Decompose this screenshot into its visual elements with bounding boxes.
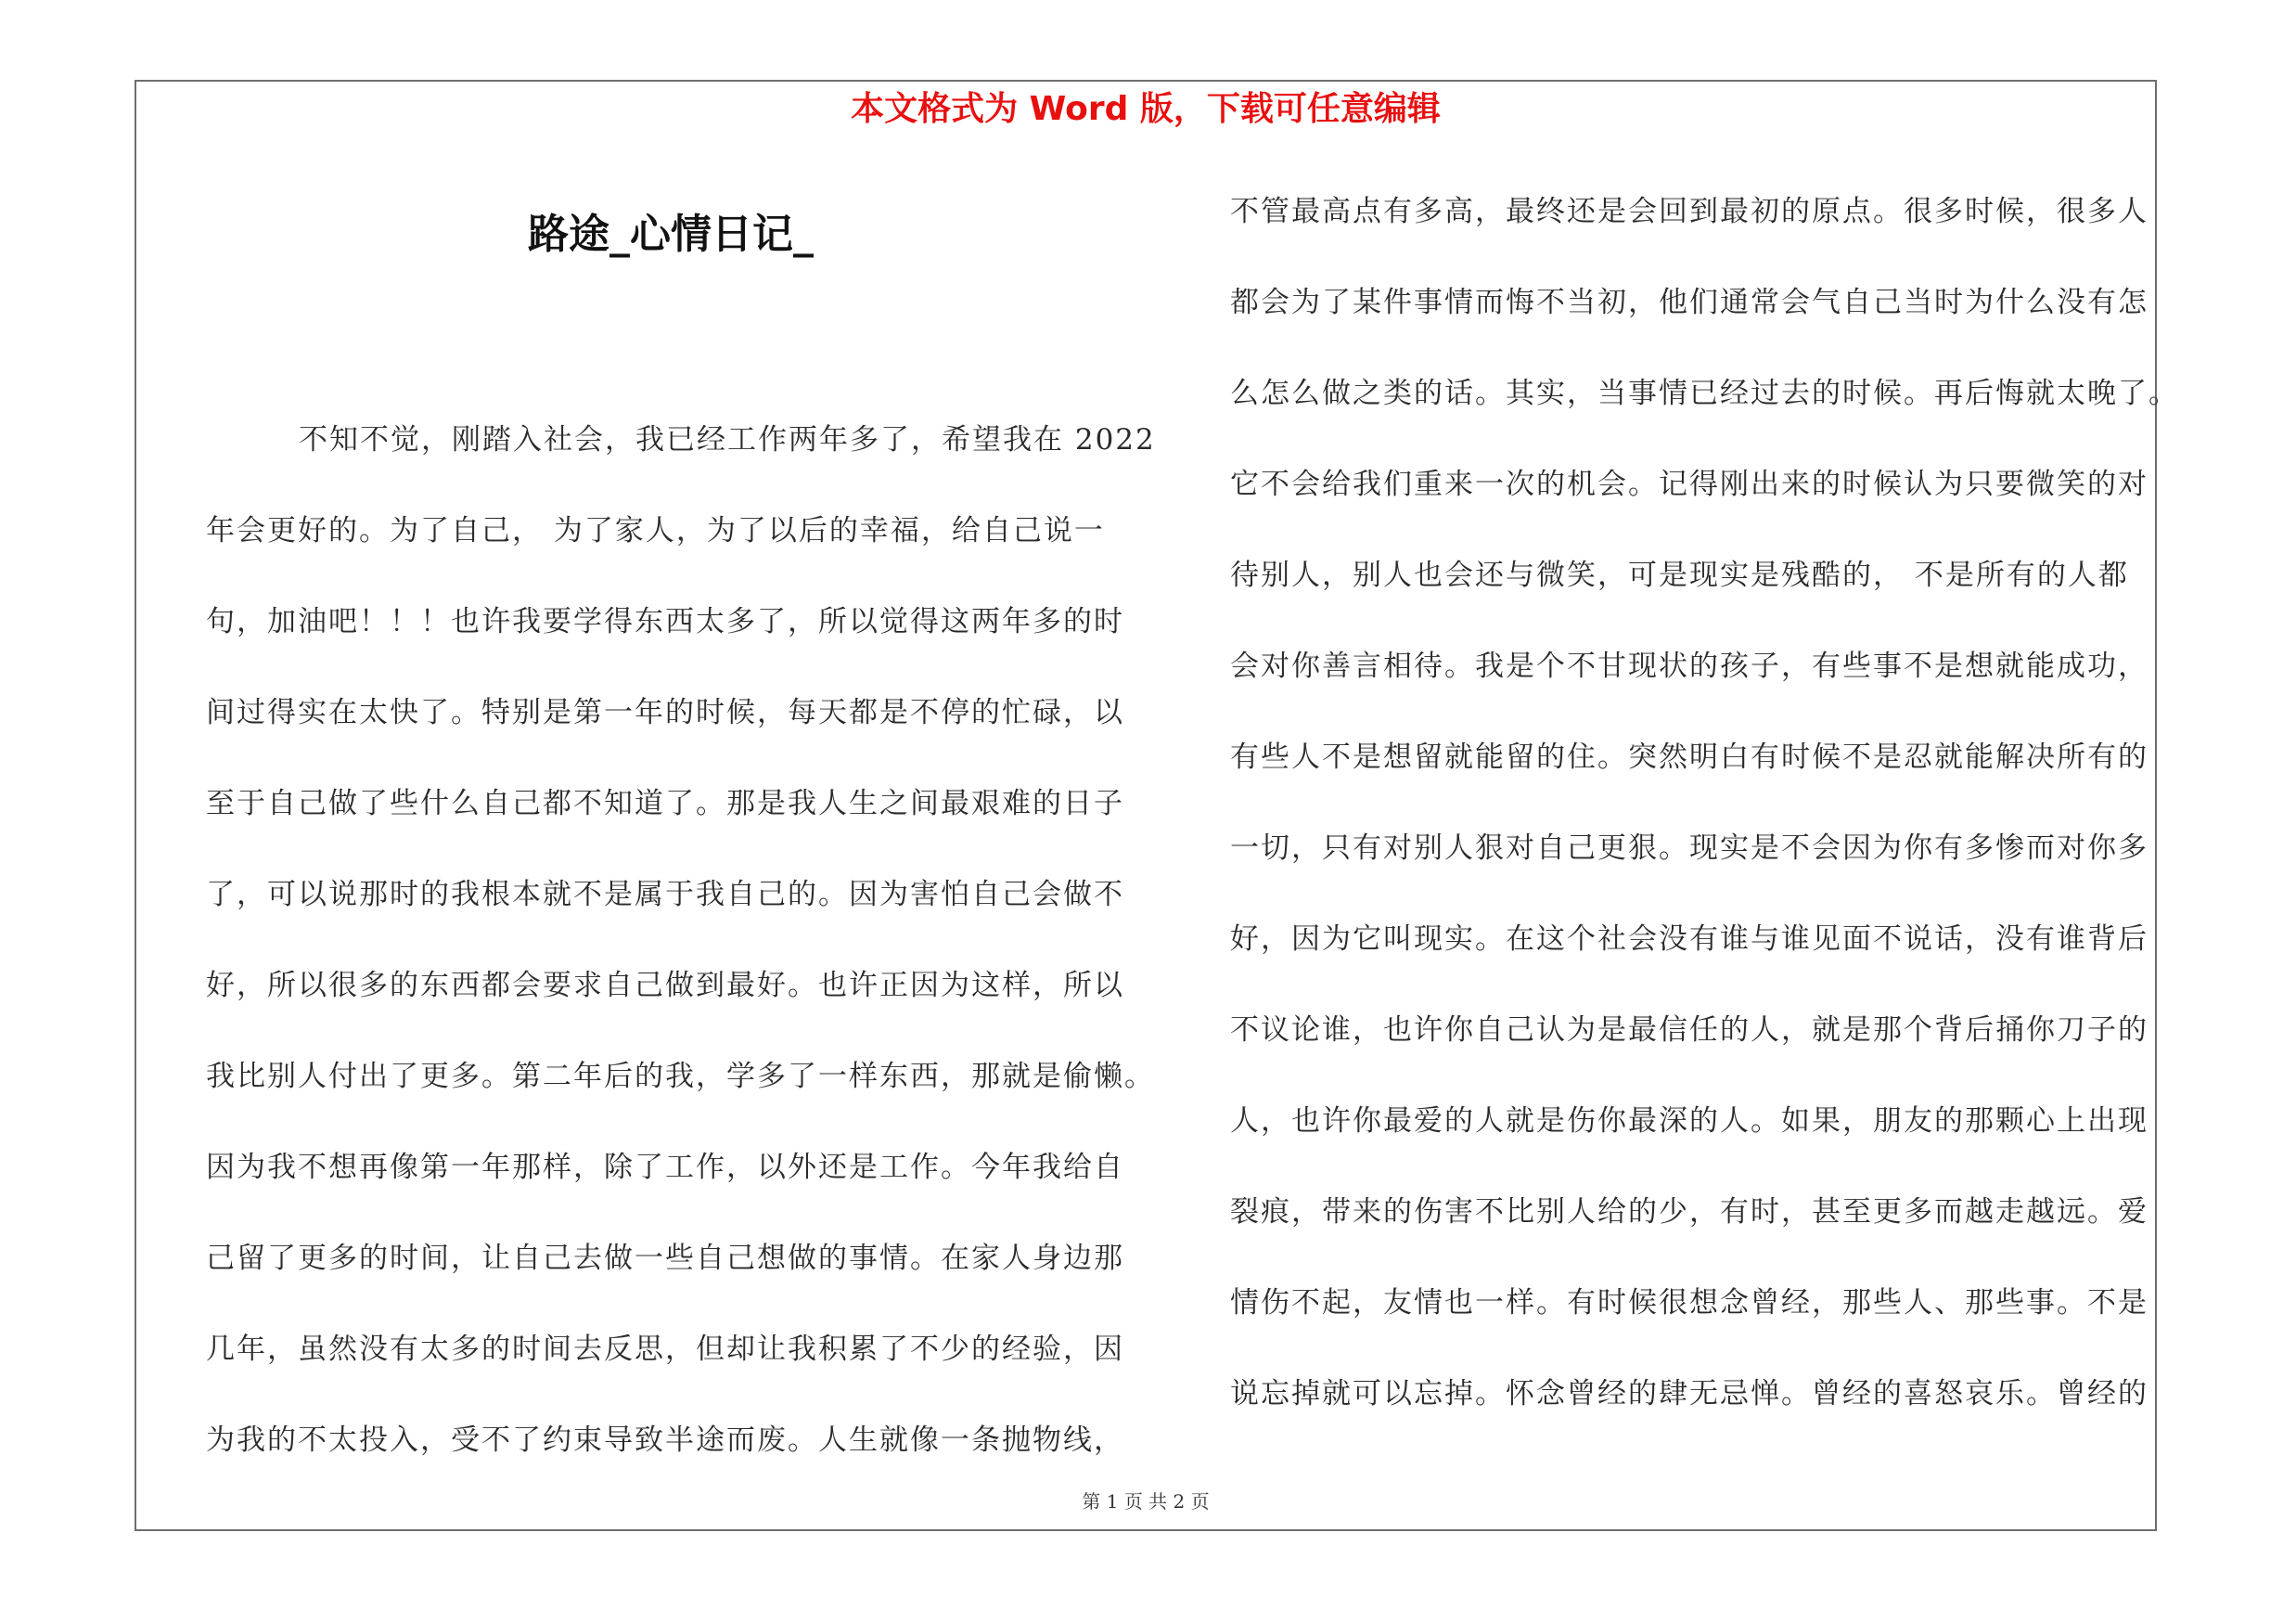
text-line: 会对你善言相待。我是个不甘现状的孩子，有些事不是想就能成功，: [1230, 650, 2148, 683]
text-line: 说忘掉就可以忘掉。怀念曾经的肆无忌惮。曾经的喜怒哀乐。曾经的: [1230, 1377, 2148, 1410]
text-line: 一切，只有对别人狠对自己更狠。现实是不会因为你有多惨而对你多: [1230, 831, 2148, 865]
text-line: 不管最高点有多高，最终还是会回到最初的原点。很多时候，很多人: [1230, 195, 2148, 228]
text-line: 至于自己做了些什么自己都不知道了。那是我人生之间最艰难的日子: [206, 787, 1124, 820]
text-line: 句，加油吧！！！也许我要学得东西太多了，所以觉得这两年多的时: [206, 605, 1124, 638]
text-line: 了，可以说那时的我根本就不是属于我自己的。因为害怕自己会做不: [206, 878, 1124, 911]
text-line: 不议论谁，也许你自己认为是最信任的人，就是那个背后捅你刀子的: [1230, 1013, 2148, 1047]
text-line: 我比别人付出了更多。第二年后的我，学多了一样东西，那就是偷懒。: [206, 1060, 1155, 1093]
text-line: 人，也许你最爱的人就是伤你最深的人。如果，朋友的那颗心上出现: [1230, 1104, 2148, 1138]
text-line: 裂痕，带来的伤害不比别人给的少，有时，甚至更多而越走越远。爱: [1230, 1195, 2148, 1229]
text-line: 都会为了某件事情而悔不当初，他们通常会气自己当时为什么没有怎: [1230, 286, 2148, 319]
left-text-column: [206, 394, 1156, 1486]
text-line: 好，所以很多的东西都会要求自己做到最好。也许正因为这样，所以: [206, 969, 1124, 1002]
format-banner: 本文格式为 Word 版，下载可任意编辑: [851, 90, 1441, 128]
text-line: 因为我不想再像第一年那样，除了工作，以外还是工作。今年我给自: [206, 1151, 1124, 1184]
text-line: 为我的不太投入，受不了约束导致半途而废。人生就像一条抛物线，: [206, 1423, 1124, 1457]
text-line: 它不会给我们重来一次的机会。记得刚出来的时候认为只要微笑的对: [1230, 468, 2148, 501]
text-line: 么怎么做之类的话。其实，当事情已经过去的时候。再后悔就太晚了。: [1230, 377, 2179, 410]
text-line: 年会更好的。为了自己， 为了家人，为了以后的幸福，给自己说一: [206, 514, 1105, 547]
text-line: 情伤不起，友情也一样。有时候很想念曾经，那些人、那些事。不是: [1230, 1286, 2148, 1320]
page-indicator: 第 1 页 共 2 页: [1082, 1490, 1210, 1513]
text-line: 有些人不是想留就能留的住。突然明白有时候不是忍就能解决所有的: [1230, 741, 2148, 774]
document-title: 路途_心情日记_: [528, 211, 814, 258]
right-text-column: [1230, 166, 2179, 1439]
text-line: 不知不觉，刚踏入社会，我已经工作两年多了，希望我在 2022: [299, 423, 1156, 457]
text-line: 间过得实在太快了。特别是第一年的时候，每天都是不停的忙碌，以: [206, 696, 1124, 729]
text-line: 好，因为它叫现实。在这个社会没有谁与谁见面不说话，没有谁背后: [1230, 922, 2148, 956]
text-line: 己留了更多的时间，让自己去做一些自己想做的事情。在家人身边那: [206, 1242, 1124, 1275]
text-line: 待别人，别人也会还与微笑，可是现实是残酷的， 不是所有的人都: [1230, 559, 2129, 592]
text-line: 几年，虽然没有太多的时间去反思，但却让我积累了不少的经验，因: [206, 1333, 1124, 1366]
